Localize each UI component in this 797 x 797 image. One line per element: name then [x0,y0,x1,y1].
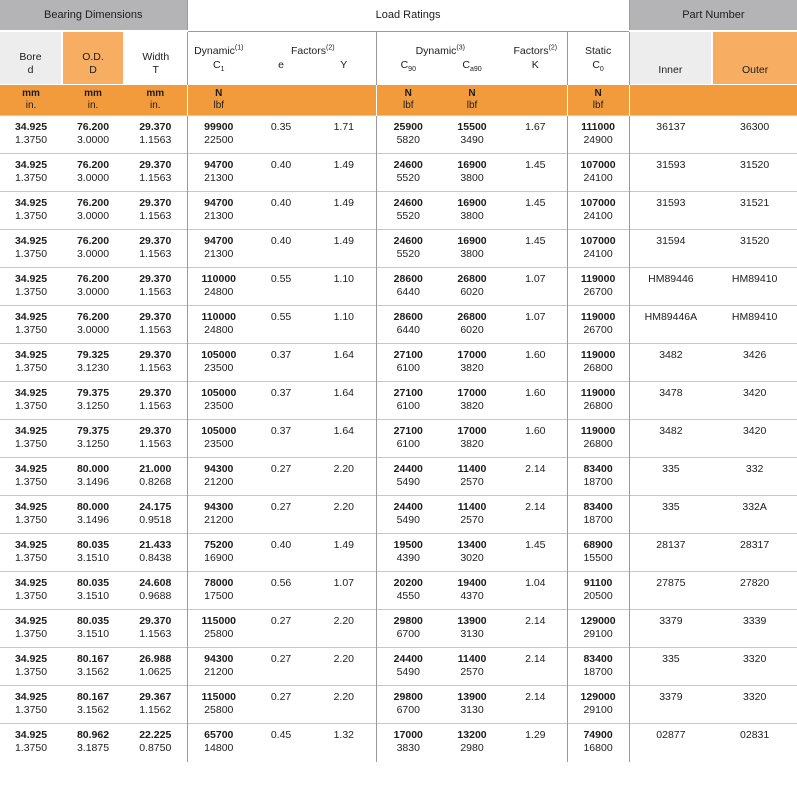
cell-inner: 335 [629,458,712,496]
symbol-y: Y [340,59,348,72]
bore-symbol: d [27,64,34,76]
cell-width: 29.367 1.1562 [124,686,187,724]
cell-od: 79.375 3.1250 [62,420,124,458]
table-row [0,116,797,154]
cell-od: 80.000 3.1496 [62,458,124,496]
cell-c1: 94300 21200 [187,458,250,496]
footnote-3: (3) [456,44,465,52]
cell-bore: 34.925 1.3750 [0,420,62,458]
units-ca90: N lbf [440,85,504,116]
cell-c0: 119000 26700 [567,306,629,344]
cell-ca90: 13900 3130 [440,686,504,724]
symbol-e: e [278,59,284,72]
cell-c90: 27100 6100 [376,420,440,458]
cell-bore: 34.925 1.3750 [0,724,62,762]
column-header-inner [629,31,712,85]
table-row [0,344,797,382]
column-header-od [62,31,124,85]
cell-y: 1.32 [312,724,376,762]
cell-outer: 3320 [712,686,797,724]
symbol-c1: $C_1$ [187,58,250,84]
outer-label: Outer [742,64,769,76]
cell-k: 1.04 [504,572,567,610]
cell-y: 1.64 [312,420,376,458]
od-symbol: D [89,64,97,76]
cell-width: 21.000 0.8268 [124,458,187,496]
cell-ca90: 17000 3820 [440,420,504,458]
cell-od: 80.000 3.1496 [62,496,124,534]
subheader-factors-a: Factors$^{(2)}$ [250,31,376,58]
cell-width: 29.370 1.1563 [124,268,187,306]
cell-y: 2.20 [312,610,376,648]
cell-inner: HM89446 [629,268,712,306]
cell-ca90: 13200 2980 [440,724,504,762]
units-part-blank [629,85,797,116]
cell-c0: 74900 16800 [567,724,629,762]
cell-e: 0.40 [250,192,312,230]
cell-e: 0.27 [250,686,312,724]
cell-c1: 94300 21200 [187,496,250,534]
cell-e: 0.40 [250,534,312,572]
cell-c1: 115000 25800 [187,686,250,724]
cell-ca90: 19400 4370 [440,572,504,610]
cell-od: 80.167 3.1562 [62,686,124,724]
cell-width: 29.370 1.1563 [124,610,187,648]
cell-c90: 24400 5490 [376,496,440,534]
cell-od: 76.200 3.0000 [62,230,124,268]
cell-inner: HM89446A [629,306,712,344]
table-row [0,534,797,572]
subheader-static: Static [567,31,629,58]
cell-od: 76.200 3.0000 [62,116,124,154]
units-factors-blank [250,85,376,116]
cell-inner: 31594 [629,230,712,268]
units-c0: N lbf [567,85,629,116]
cell-k: 1.45 [504,154,567,192]
cell-c0: 119000 26800 [567,420,629,458]
cell-width: 29.370 1.1563 [124,344,187,382]
cell-y: 1.10 [312,306,376,344]
table-row [0,572,797,610]
footnote-1: (1) [234,44,244,52]
cell-c0: 119000 26700 [567,268,629,306]
cell-bore: 34.925 1.3750 [0,154,62,192]
cell-k: 2.14 [504,496,567,534]
cell-e: 0.37 [250,420,312,458]
cell-inner: 36137 [629,116,712,154]
cell-c1: 110000 24800 [187,306,250,344]
cell-bore: 34.925 1.3750 [0,192,62,230]
cell-od: 79.325 3.1230 [62,344,124,382]
footnote-2: (2) [326,44,335,52]
cell-ca90: 17000 3820 [440,344,504,382]
cell-k: 1.60 [504,420,567,458]
bearing-dimensions-header: Bearing Dimensions [0,0,187,31]
cell-c1: 94700 21300 [187,230,250,268]
cell-c0: 83400 18700 [567,648,629,686]
subheader-dynamic1: Dynamic$^{(1)}$ [187,31,250,58]
table-row [0,648,797,686]
width-symbol: T [152,64,159,76]
part-number-header: Part Number [629,0,797,31]
cell-y: 2.20 [312,686,376,724]
cell-c90: 27100 6100 [376,382,440,420]
cell-k: 2.14 [504,648,567,686]
bore-label: Bore [19,51,42,63]
cell-ca90: 11400 2570 [440,648,504,686]
cell-ca90: 13900 3130 [440,610,504,648]
cell-c1: 110000 24800 [187,268,250,306]
cell-k: 1.29 [504,724,567,762]
cell-outer: 31521 [712,192,797,230]
od-label: O.D. [82,51,104,63]
cell-width: 29.370 1.1563 [124,116,187,154]
cell-od: 76.200 3.0000 [62,306,124,344]
cell-c90: 19500 4390 [376,534,440,572]
table-body [0,116,797,762]
table-row [0,458,797,496]
cell-e: 0.45 [250,724,312,762]
cell-c90: 24400 5490 [376,648,440,686]
cell-c90: 28600 6440 [376,268,440,306]
cell-y: 1.10 [312,268,376,306]
cell-inner: 3478 [629,382,712,420]
cell-c90: 25900 5820 [376,116,440,154]
cell-bore: 34.925 1.3750 [0,686,62,724]
cell-e: 0.27 [250,496,312,534]
cell-inner: 3482 [629,344,712,382]
cell-y: 1.49 [312,154,376,192]
table-row [0,192,797,230]
cell-e: 0.55 [250,306,312,344]
cell-inner: 3482 [629,420,712,458]
cell-width: 22.225 0.8750 [124,724,187,762]
cell-outer: HM89410 [712,306,797,344]
cell-ca90: 11400 2570 [440,458,504,496]
cell-ca90: 13400 3020 [440,534,504,572]
cell-od: 79.375 3.1250 [62,382,124,420]
cell-od: 80.035 3.1510 [62,610,124,648]
cell-inner: 28137 [629,534,712,572]
cell-od: 80.167 3.1562 [62,648,124,686]
cell-ca90: 15500 3490 [440,116,504,154]
cell-c90: 29800 6700 [376,686,440,724]
cell-y: 1.71 [312,116,376,154]
table-row [0,420,797,458]
cell-ca90: 17000 3820 [440,382,504,420]
subheader-dynamic3: Dynamic$^{(3)}$ [376,31,504,58]
cell-e: 0.35 [250,116,312,154]
cell-c0: 119000 26800 [567,382,629,420]
cell-outer: 3420 [712,420,797,458]
units-width: mm in. [124,85,187,116]
cell-width: 29.370 1.1563 [124,306,187,344]
cell-bore: 34.925 1.3750 [0,648,62,686]
cell-y: 1.64 [312,382,376,420]
cell-width: 24.175 0.9518 [124,496,187,534]
cell-width: 29.370 1.1563 [124,230,187,268]
cell-inner: 31593 [629,192,712,230]
cell-c0: 107000 24100 [567,230,629,268]
cell-c90: 24600 5520 [376,192,440,230]
cell-inner: 31593 [629,154,712,192]
symbol-ca90: $C_{a90}$ [462,59,482,74]
cell-inner: 335 [629,648,712,686]
cell-bore: 34.925 1.3750 [0,268,62,306]
cell-od: 80.035 3.1510 [62,534,124,572]
symbol-c0: $C_0$ [567,58,629,84]
cell-k: 1.67 [504,116,567,154]
table-row [0,230,797,268]
cell-c1: 65700 14800 [187,724,250,762]
cell-c1: 75200 16900 [187,534,250,572]
cell-c1: 105000 23500 [187,344,250,382]
cell-inner: 02877 [629,724,712,762]
cell-c0: 129000 29100 [567,610,629,648]
cell-y: 1.64 [312,344,376,382]
cell-od: 76.200 3.0000 [62,268,124,306]
inner-label: Inner [658,64,683,76]
cell-c90: 27100 6100 [376,344,440,382]
cell-e: 0.37 [250,344,312,382]
table-row [0,154,797,192]
cell-width: 29.370 1.1563 [124,382,187,420]
cell-k: 2.14 [504,686,567,724]
cell-width: 29.370 1.1563 [124,420,187,458]
cell-outer: 3320 [712,648,797,686]
table-row [0,686,797,724]
cell-ca90: 16900 3800 [440,192,504,230]
cell-c90: 24400 5490 [376,458,440,496]
cell-bore: 34.925 1.3750 [0,344,62,382]
cell-inner: 3379 [629,686,712,724]
cell-c1: 94300 21200 [187,648,250,686]
subheader-factors-b: Factors$^{(2)}$ [504,31,567,58]
cell-outer: HM89410 [712,268,797,306]
cell-k: 1.60 [504,344,567,382]
cell-inner: 27875 [629,572,712,610]
cell-c0: 129000 29100 [567,686,629,724]
cell-c90: 24600 5520 [376,154,440,192]
cell-y: 1.07 [312,572,376,610]
cell-c0: 107000 24100 [567,192,629,230]
cell-k: 1.45 [504,192,567,230]
cell-e: 0.40 [250,154,312,192]
cell-od: 80.035 3.1510 [62,572,124,610]
cell-width: 29.370 1.1563 [124,192,187,230]
table-row [0,610,797,648]
cell-c1: 94700 21300 [187,192,250,230]
cell-outer: 332A [712,496,797,534]
table-row [0,306,797,344]
cell-c0: 119000 26800 [567,344,629,382]
cell-c1: 99900 22500 [187,116,250,154]
cell-k: 2.14 [504,610,567,648]
cell-od: 80.962 3.1875 [62,724,124,762]
cell-c1: 78000 17500 [187,572,250,610]
cell-c1: 105000 23500 [187,420,250,458]
cell-e: 0.37 [250,382,312,420]
cell-width: 26.988 1.0625 [124,648,187,686]
width-label: Width [142,51,170,63]
cell-e: 0.27 [250,458,312,496]
column-header-outer [712,31,797,85]
cell-ca90: 26800 6020 [440,306,504,344]
cell-outer: 27820 [712,572,797,610]
cell-outer: 02831 [712,724,797,762]
cell-e: 0.27 [250,610,312,648]
cell-outer: 3420 [712,382,797,420]
cell-c0: 107000 24100 [567,154,629,192]
cell-k: 1.45 [504,534,567,572]
cell-c0: 83400 18700 [567,496,629,534]
cell-width: 24.608 0.9688 [124,572,187,610]
symbol-k: K [531,59,539,72]
cell-c0: 111000 24900 [567,116,629,154]
cell-width: 29.370 1.1563 [124,154,187,192]
cell-od: 76.200 3.0000 [62,154,124,192]
load-ratings-header: Load Ratings [187,0,629,31]
cell-inner: 335 [629,496,712,534]
cell-c1: 94700 21300 [187,154,250,192]
cell-c1: 105000 23500 [187,382,250,420]
cell-k: 2.14 [504,458,567,496]
units-c1: N lbf [187,85,250,116]
cell-c1: 115000 25800 [187,610,250,648]
cell-k: 1.60 [504,382,567,420]
cell-bore: 34.925 1.3750 [0,534,62,572]
cell-c0: 83400 18700 [567,458,629,496]
cell-k: 1.45 [504,230,567,268]
cell-outer: 332 [712,458,797,496]
cell-outer: 31520 [712,154,797,192]
column-header-width [124,31,187,85]
cell-e: 0.40 [250,230,312,268]
cell-y: 1.49 [312,192,376,230]
cell-e: 0.55 [250,268,312,306]
cell-od: 76.200 3.0000 [62,192,124,230]
cell-ca90: 16900 3800 [440,230,504,268]
cell-c90: 29800 6700 [376,610,440,648]
cell-ca90: 11400 2570 [440,496,504,534]
cell-bore: 34.925 1.3750 [0,610,62,648]
cell-ca90: 16900 3800 [440,154,504,192]
units-bore: mm in. [0,85,62,116]
table-row [0,724,797,762]
symbol-c90: $C_{90}$ [376,58,440,84]
cell-width: 21.433 0.8438 [124,534,187,572]
cell-outer: 28317 [712,534,797,572]
cell-c90: 20200 4550 [376,572,440,610]
units-k-blank [504,85,567,116]
footnote-2b: (2) [548,44,558,52]
cell-y: 2.20 [312,496,376,534]
cell-e: 0.27 [250,648,312,686]
table-row [0,382,797,420]
cell-c90: 24600 5520 [376,230,440,268]
cell-bore: 34.925 1.3750 [0,496,62,534]
cell-y: 2.20 [312,458,376,496]
cell-ca90: 26800 6020 [440,268,504,306]
cell-y: 1.49 [312,534,376,572]
table-row [0,496,797,534]
cell-outer: 31520 [712,230,797,268]
cell-c0: 91100 20500 [567,572,629,610]
column-header-bore [0,31,62,85]
cell-c0: 68900 15500 [567,534,629,572]
cell-c90: 17000 3830 [376,724,440,762]
cell-outer: 36300 [712,116,797,154]
units-od: mm in. [62,85,124,116]
cell-k: 1.07 [504,306,567,344]
table-row [0,268,797,306]
cell-outer: 3339 [712,610,797,648]
cell-bore: 34.925 1.3750 [0,382,62,420]
cell-y: 2.20 [312,648,376,686]
cell-outer: 3426 [712,344,797,382]
cell-bore: 34.925 1.3750 [0,116,62,154]
cell-inner: 3379 [629,610,712,648]
cell-bore: 34.925 1.3750 [0,458,62,496]
units-c90: N lbf [376,85,440,116]
cell-bore: 34.925 1.3750 [0,230,62,268]
cell-e: 0.56 [250,572,312,610]
cell-bore: 34.925 1.3750 [0,306,62,344]
cell-y: 1.49 [312,230,376,268]
cell-k: 1.07 [504,268,567,306]
cell-c90: 28600 6440 [376,306,440,344]
cell-bore: 34.925 1.3750 [0,572,62,610]
